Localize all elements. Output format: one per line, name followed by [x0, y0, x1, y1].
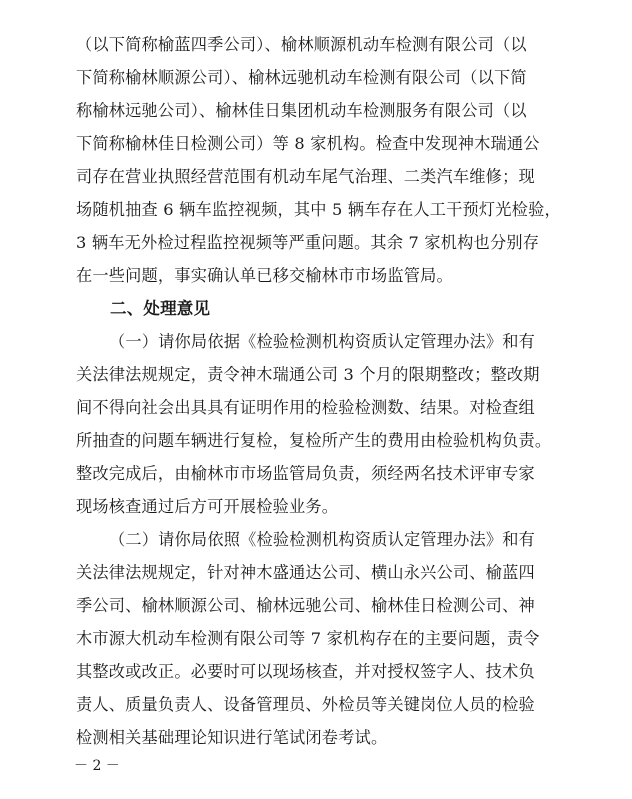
- section2-heading-block: [76, 292, 566, 325]
- text-line: （一）请你局依据《检验检测机构资质认定管理办法》和有: [109, 332, 536, 351]
- text-line: 其整改或改正。必要时可以现场核查，并对授权签字人、技术负: [76, 662, 535, 681]
- text-line: 木市源大机动车检测有限公司等 7 家机构存在的主要问题，责令: [76, 629, 540, 648]
- text-line: 场随机抽查 6 辆车监控视频，其中 5 辆车存在人工干预灯光检验，: [76, 200, 561, 219]
- text-line: 在一些问题，事实确认单已移交榆林市市场监管局。: [76, 266, 453, 285]
- section1-continuation: [76, 28, 566, 292]
- text-line: （以下简称榆蓝四季公司）、榆林顺源机动车检测有限公司（以: [76, 35, 527, 54]
- text-line: 下简称榆林顺源公司）、榆林远驰机动车检测有限公司（以下简: [76, 68, 527, 87]
- text-line: 责人、质量负责人、设备管理员、外检员等关键岗位人员的检验: [76, 695, 535, 714]
- text-line: 间不得向社会出具具有证明作用的检验检测数、结果。对检查组: [76, 398, 535, 417]
- text-line: 称榆林远驰公司）、榆林佳日集团机动车检测服务有限公司（以: [76, 101, 527, 120]
- text-line: （二）请你局依照《检验检测机构资质认定管理办法》和有: [109, 530, 536, 549]
- text-line: 整改完成后，由榆林市市场监管局负责，须经两名技术评审专家: [76, 464, 535, 483]
- section2-paragraph1: [76, 325, 566, 523]
- text-line: 关法律法规规定，针对神木盛通达公司、横山永兴公司、榆蓝四: [76, 563, 535, 582]
- page-number: － 2 －: [74, 758, 120, 774]
- text-line: 司存在营业执照经营范围有机动车尾气治理、二类汽车维修；现: [76, 167, 535, 186]
- text-line: 现场核查通过后方可开展检验业务。: [76, 497, 339, 516]
- text-line: 所抽查的问题车辆进行复检，复检所产生的费用由检验机构负责。: [76, 431, 552, 450]
- section2-paragraph2: [76, 523, 566, 754]
- text-line: 检测相关基础理论知识进行笔试闭卷考试。: [76, 728, 388, 747]
- text-line: 3 辆车无外检过程监控视频等严重问题。其余 7 家机构也分别存: [76, 233, 540, 252]
- section-heading: 二、处理意见: [110, 299, 211, 318]
- text-line: 下简称榆林佳日检测公司）等 8 家机构。检查中发现神木瑞通公: [76, 134, 540, 153]
- text-line: 季公司、榆林顺源公司、榆林远驰公司、榆林佳日检测公司、神: [76, 596, 535, 615]
- text-line: 关法律法规规定，责令神木瑞通公司 3 个月的限期整改；整改期: [76, 365, 540, 384]
